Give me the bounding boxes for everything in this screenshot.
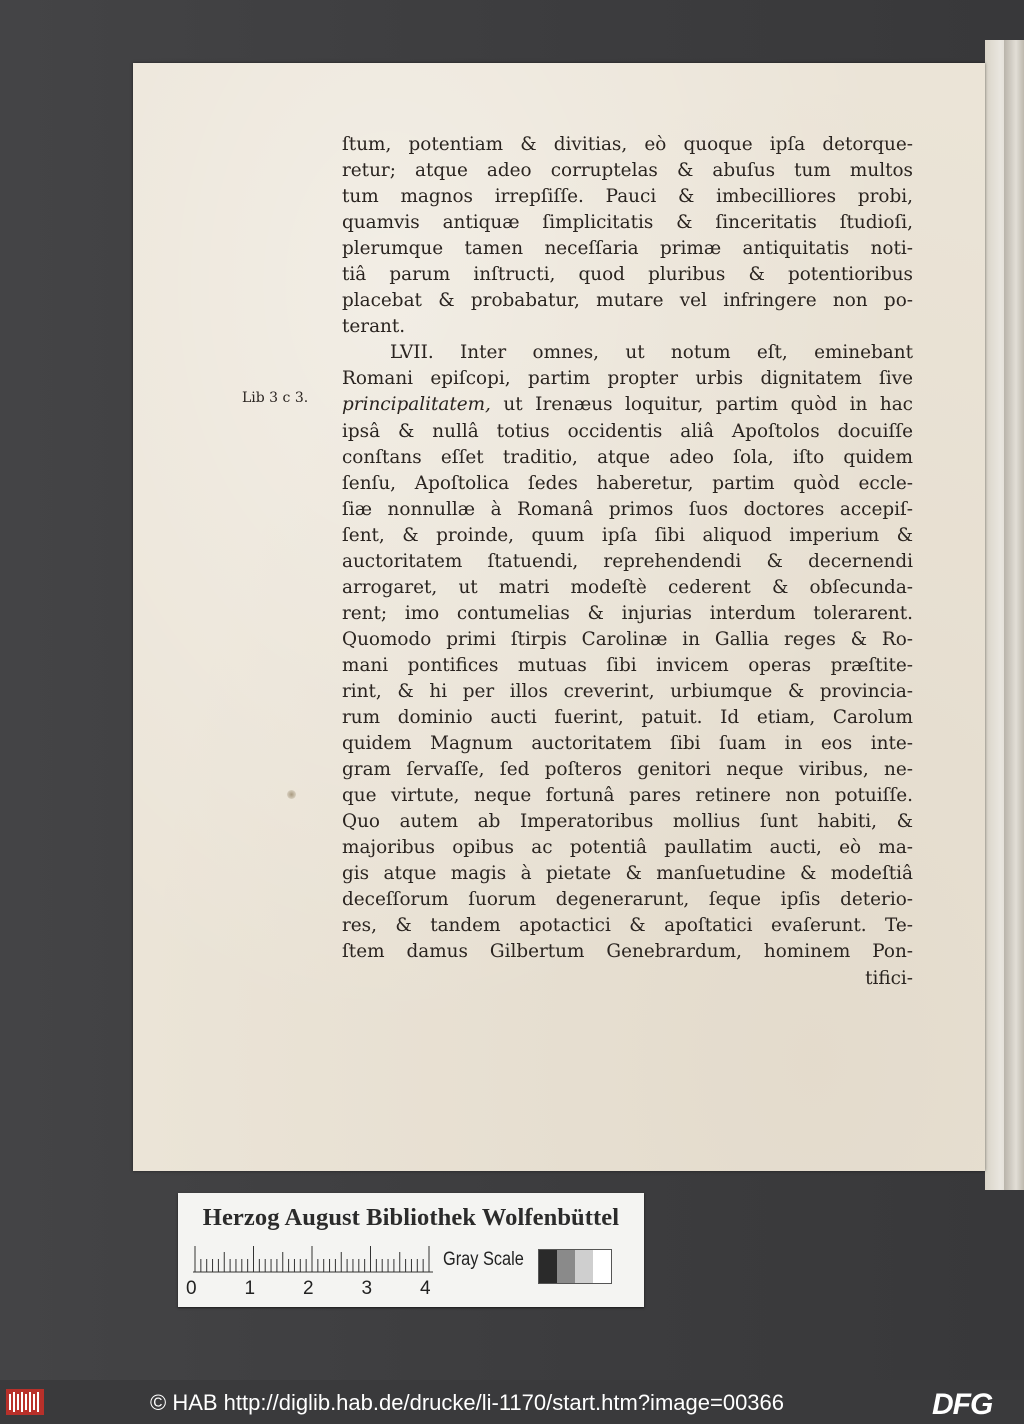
- text-line: quidem Magnum auctoritatem ſibi ſuam in eos inte-: [342, 733, 913, 755]
- text-line: rint, & hi per illos creverint, urbiumque & provincia-: [342, 680, 913, 702]
- gray-swatch: [575, 1250, 593, 1283]
- text-line: Quo autem ab Imperatoribus mollius ſunt habiti, &: [342, 811, 913, 833]
- text-line: ſenſu, Apoſtolica ſedes haberetur, partim quòd eccle-: [342, 472, 913, 494]
- library-card: [178, 1193, 644, 1307]
- text-line: ſtem damus Gilbertum Genebrardum, hominem Pon-: [342, 941, 913, 963]
- text-line: [342, 392, 913, 418]
- gray-swatch: [539, 1250, 557, 1283]
- ruler-number: 0: [186, 1278, 197, 1299]
- ruler-number: 3: [361, 1278, 373, 1299]
- text-line: res, & tandem apotactici & apoſtatici evaſerunt. Te-: [342, 915, 913, 937]
- text-line: rum dominio aucti fuerint, patuit. Id etiam, Carolum: [342, 707, 913, 729]
- text-line: tifici-: [865, 967, 913, 989]
- dfg-logo: DFG: [932, 1388, 993, 1421]
- text-line: tum magnos irrepſiſſe. Pauci & imbecilliores probi,: [342, 186, 913, 208]
- text-line: placebat & probabatur, mutare vel infringere non po-: [342, 290, 913, 312]
- text-line: gram ſervaſſe, ſed poſteros genitori neque viribus, ne-: [342, 759, 913, 781]
- gray-swatch: [593, 1250, 611, 1283]
- marginal-note: Lib 3 c 3.: [242, 390, 309, 406]
- book-page-edge-strip: [1004, 40, 1024, 1190]
- text-line: retur; atque adeo corruptelas & abuſus tum multos: [342, 160, 913, 182]
- ruler-number: 1: [244, 1278, 256, 1299]
- gray-scale-swatches: [538, 1249, 612, 1284]
- ruler-number: 4: [420, 1278, 431, 1299]
- gray-scale-label: Gray Scale: [443, 1249, 524, 1270]
- italic-word: principalitatem,: [342, 394, 491, 416]
- text-line: terant.: [342, 316, 406, 338]
- page-text: [342, 132, 913, 992]
- footer-bar: [0, 1380, 1024, 1424]
- text-line: LVII. Inter omnes, ut notum eſt, eminebant: [390, 342, 913, 364]
- text-line: ſiæ nonnullæ à Romanâ primos ſuos doctores accepiſ-: [342, 498, 913, 520]
- text-line: Romani epiſcopi, partim propter urbis dignitatem ſive: [342, 368, 913, 390]
- gray-swatch: [557, 1250, 575, 1283]
- line-text: ut Irenæus loquitur, partim quòd in hac: [490, 394, 913, 416]
- text-line: quamvis antiquæ ſimplicitatis & ſinceritatis ſtudioſi,: [342, 212, 913, 234]
- text-line: que virtute, neque fortunâ pares retinere non potuiſſe.: [342, 785, 913, 807]
- text-line: conſtans eſſet traditio, atque adeo ſola, iſto quidem: [342, 446, 913, 468]
- text-line: tiâ parum inſtructi, quod pluribus & potentioribus: [342, 264, 913, 286]
- library-name: Herzog August Bibliothek Wolfenbüttel: [202, 1204, 620, 1231]
- text-line: mani pontifices mutuas ſibi invicem operas præſtite-: [342, 654, 913, 676]
- text-line: gis atque magis à pietate & manſuetudine & modeſtiâ: [342, 863, 913, 885]
- text-line: auctoritatem ſtatuendi, reprehendendi & decernendi: [342, 550, 913, 572]
- paper-stain: [287, 790, 296, 799]
- text-line: ſent, & proinde, quum ipſa ſibi aliquod imperium &: [342, 524, 913, 546]
- copyright-text[interactable]: © HAB http://diglib.hab.de/drucke/li-1170/start.htm?image=00366: [150, 1390, 785, 1415]
- hab-logo-icon: [6, 1389, 44, 1415]
- text-line: Quomodo primi ſtirpis Carolinæ in Gallia reges & Ro-: [342, 628, 913, 650]
- text-line: majoribus opibus ac potentiâ paullatim aucti, eò ma-: [342, 837, 913, 859]
- text-line: ipsâ & nullâ totius occidentis aliâ Apoſtolos docuiſſe: [342, 420, 913, 442]
- ruler-number: 2: [303, 1278, 314, 1299]
- text-line: rent; imo contumelias & injurias interdum tolerarent.: [342, 602, 913, 624]
- text-line: plerumque tamen neceſſaria primæ antiquitatis noti-: [342, 238, 913, 260]
- text-line: arrogaret, ut matri modeſtè cederent & obſecunda-: [342, 576, 913, 598]
- text-line: ſtum, potentiam & divitias, eò quoque ipſa detorque-: [342, 134, 913, 155]
- text-line: deceſſorum ſuorum degenerarunt, ſeque ipſis deterio-: [342, 889, 913, 911]
